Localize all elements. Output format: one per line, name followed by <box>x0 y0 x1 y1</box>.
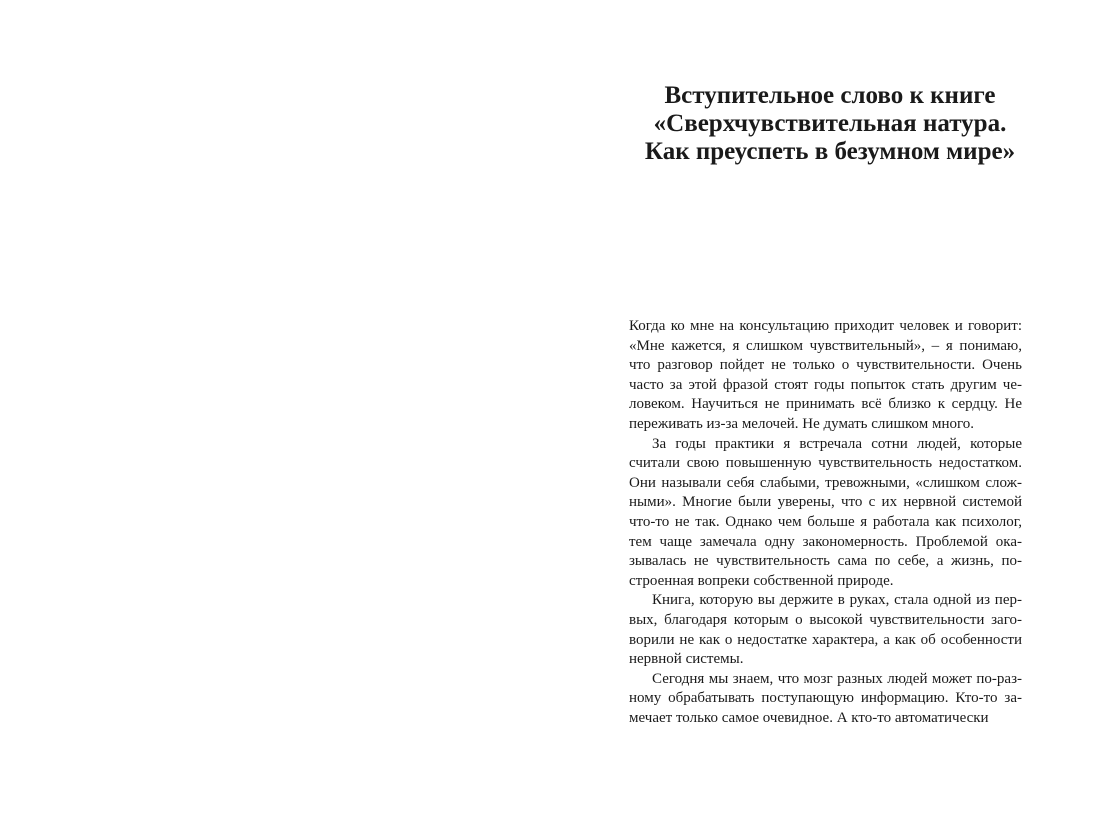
paragraph-3: Книга, которую вы держите в руках, стала одной из первых, благодаря которым о высокой чувствительности заговорили не как о недостатке характера, а как об особенности нервной системы. <box>629 592 1022 668</box>
paragraph-4: Сегодня мы знаем, что мозг разных людей может по-разному обрабатывать поступающую информацию. Кто-то замечает только самое очевидное. А кто-то автоматически <box>629 670 1022 726</box>
paragraph-2: За годы практики я встречала сотни людей, которые считали свою повышенную чувствительность недостатком. Они называли себя слабыми, тревожными, «слишком сложными». Многие были уверены, что с их нервной системой что-то не так. Однако чем больше я работала как психолог, тем чаще замечала одну закономерность. Проблемой оказывалась не чувствительность сама по себе, а жизнь, построенная вопреки собственной природе. <box>629 435 1022 589</box>
chapter-title-line-3: Как преуспеть в безумном мире» <box>644 138 1016 165</box>
body-text <box>629 317 1022 728</box>
chapter-title-line-2: «Сверхчувствительная натура. <box>653 110 1007 137</box>
paragraph-1: Когда ко мне на консультацию приходит человек и говорит: «Мне кажется, я слишком чувствительный», – я понимаю, что разговор пойдет не только о чувствительности. Очень часто за этой фразой стоят годы попыток стать другим человеком. Научиться не принимать всё близко к сердцу. Не переживать из-за мелочей. Не думать слишком много. <box>629 318 1022 432</box>
chapter-title-line-1: Вступительное слово к книге <box>664 82 996 109</box>
chapter-title <box>612 82 1048 166</box>
